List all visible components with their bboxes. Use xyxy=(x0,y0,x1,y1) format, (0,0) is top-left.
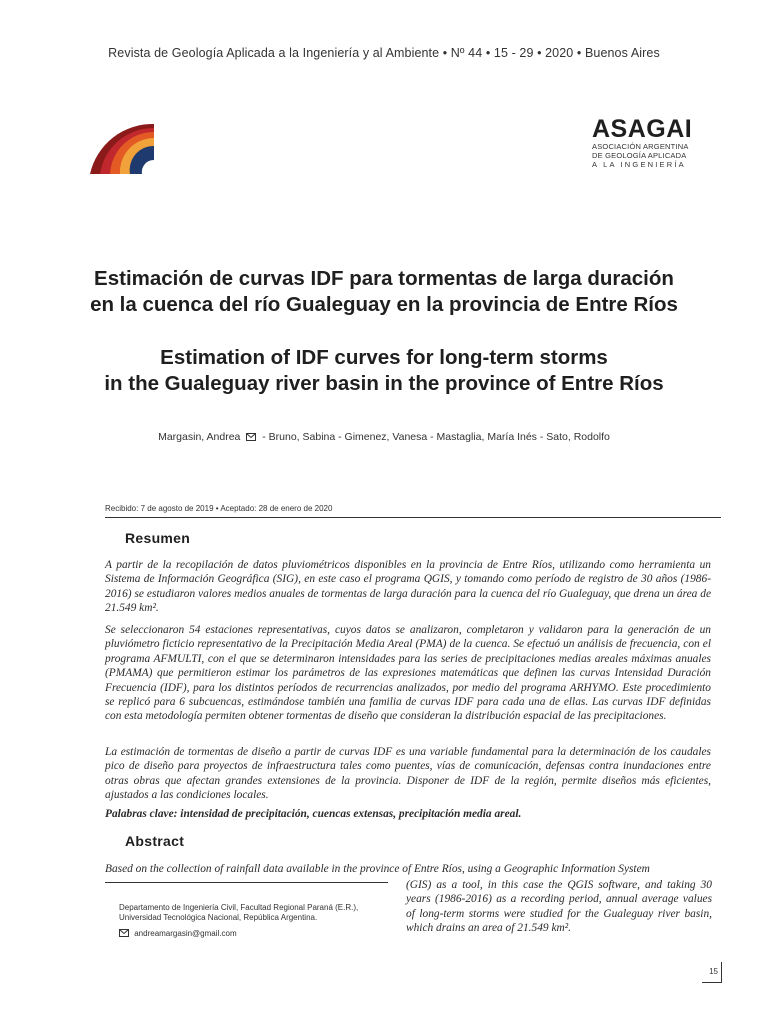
resumen-paragraph-2: Se seleccionaron 54 estaciones representativas, cuyos datos se analizaron, completaron y validaron para la generación de un pluviómetro ficticio representativo de la Precipitación Media Areal (PMA) de la cuenca. Se efectuó un análisis de frecuencia, con el programa AFMULTI, con el que se determinaron intensidades para las series de precipitaciones medias areales máximas anuales (PMAMA) que permitieron estimar los parámetros de las expresiones matemáticas que definen las curvas Intensidad Duración Frecuencia (IDF), para los distintos períodos de recurrencias analizados, por medio del programa ARHYMO. Este procedimiento se replicó para 6 subcuencas, estimándose también una familia de curvas IDF para cada una de ellas. Las curvas IDF definidas con esta metodología permiten obtener tormentas de diseño que consideran la distribución espacial de las precipitaciones. xyxy=(105,624,711,723)
title-spanish xyxy=(0,266,768,318)
author-first: Margasin, Andrea xyxy=(158,431,241,443)
abstract-heading: Abstract xyxy=(125,833,185,849)
mail-icon[interactable] xyxy=(246,433,256,441)
header-divider xyxy=(105,517,721,518)
keywords: Palabras clave: intensidad de precipitación, cuencas extensas, precipitación media areal. xyxy=(105,808,522,820)
asagai-line-1: ASOCIACIÓN ARGENTINA xyxy=(592,142,689,151)
journal-header: Revista de Geología Aplicada a la Ingeniería y al Ambiente • Nº 44 • 15 - 29 • 2020 • Buenos Aires xyxy=(108,46,660,60)
title-en-line-1: Estimation of IDF curves for long-term storms xyxy=(160,346,608,369)
resumen-paragraph-1: A partir de la recopilación de datos pluviométricos disponibles en la provincia de Entre Ríos, utilizando como herramienta un Sistema de Información Geográfica (SIG), en este caso el programa QGIS, y tomando como período de registro de 30 años (1986-2016) se estudiaron valores medios anuales de tormentas de larga duración para la cuenca del río Gualeguay, que drena un área de 21.549 km². xyxy=(105,559,711,615)
asagai-arc-logo xyxy=(90,124,154,174)
received-accepted-dates: Recibido: 7 de agosto de 2019 • Aceptado: 28 de enero de 2020 xyxy=(105,504,333,513)
resumen-heading: Resumen xyxy=(125,530,191,546)
asagai-name: ASAGAI xyxy=(592,115,693,143)
title-es-line-1: Estimación de curvas IDF para tormentas de larga duración xyxy=(94,267,674,290)
author-list xyxy=(0,431,768,443)
title-en-line-2: in the Gualeguay river basin in the province of Entre Ríos xyxy=(104,372,664,395)
asagai-logo-text xyxy=(592,116,712,169)
author-email xyxy=(119,929,237,938)
title-es-line-2: en la cuenca del río Gualeguay en la provincia de Entre Ríos xyxy=(90,293,678,316)
title-english xyxy=(0,345,768,397)
page-number: 15 xyxy=(709,967,718,976)
footnote-divider xyxy=(105,882,388,883)
email-icon xyxy=(119,929,129,937)
abstract-first-line: Based on the collection of rainfall data available in the province of Entre Ríos, using a Geographic Information System xyxy=(105,863,650,875)
resumen-paragraph-3: La estimación de tormentas de diseño a partir de curvas IDF es una variable fundamental para la determinación de los caudales pico de diseño para proyectos de infraestructura tales como puentes, vías de comunicación, defensas contra inundaciones entre otras obras que afectan grandes extensiones de la provincia. Disponer de IDF de la región, permite diseños más eficientes, ajustados a las condiciones locales. xyxy=(105,746,711,802)
abstract-continuation: (GIS) as a tool, in this case the QGIS software, and taking 30 years (1986-2016) as a recording period, annual average values of long-term storms were studied for the Gualeguay river basin, which drains an area of 21.549 km². xyxy=(406,879,712,935)
asagai-line-2: DE GEOLOGÍA APLICADA xyxy=(592,151,687,160)
asagai-line-3: A LA INGENIERÍA xyxy=(592,160,686,169)
author-rest: - Bruno, Sabina - Gimenez, Vanesa - Mastaglia, María Inés - Sato, Rodolfo xyxy=(262,431,610,443)
author-affiliation: Departamento de Ingeniería Civil, Facultad Regional Paraná (E.R.), Universidad Tecnológica Nacional, República Argentina. xyxy=(119,903,359,922)
email-address[interactable]: andreamargasin@gmail.com xyxy=(134,929,237,938)
